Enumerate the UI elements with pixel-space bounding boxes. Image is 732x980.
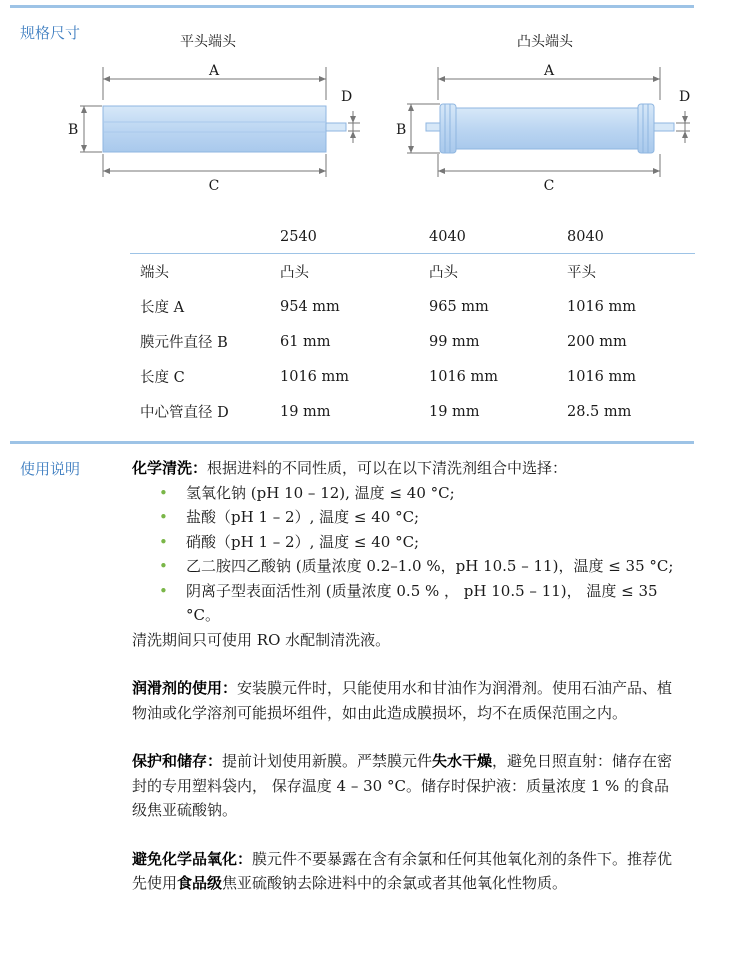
- chem-clean-title: 化学清洗：: [132, 459, 208, 477]
- table-cell: 61 mm: [280, 333, 331, 350]
- spec-section-label: 规格尺寸: [20, 24, 81, 42]
- row-label: 膜元件直径 B: [140, 335, 228, 351]
- table-header-cell: [130, 221, 280, 254]
- chem-clean-intro: 根据进料的不同性质，可以在以下清洗剂组合中选择：: [207, 459, 568, 477]
- oxidation-text-2: 焦亚硫酸钠去除进料中的余氯或者其他氧化性物质。: [222, 874, 568, 892]
- table-cell: 965 mm: [429, 298, 489, 315]
- table-row: [130, 254, 695, 290]
- table-row: [130, 289, 695, 324]
- table-header-cell: 2540: [280, 221, 429, 254]
- table-row: [130, 324, 695, 359]
- convex-end-diagram: [390, 55, 710, 200]
- oxidation-text-1: 膜元件不要暴露在含有余氯和任何其他氧化剂的条件下。推荐优先使用: [132, 849, 673, 892]
- storage-paragraph: [132, 749, 682, 823]
- oxidation-title: 避免化学品氧化：: [132, 849, 253, 868]
- lubricant-text: 安装膜元件时，只能使用水和甘油作为润滑剂。使用石油产品、植物油或化学溶剂可能损坏组件，如由此造成膜损坏，均不在质保范围之内。: [132, 679, 673, 722]
- table-header-cell: 8040: [567, 221, 695, 254]
- oxidation-paragraph: [132, 847, 682, 896]
- dim-b-label-2: B: [396, 122, 407, 138]
- row-label: 长度 A: [140, 300, 185, 316]
- section-rule: [10, 441, 694, 444]
- lubricant-title: 润滑剂的使用：: [132, 679, 238, 697]
- table-cell: 1016 mm: [280, 368, 350, 385]
- flat-end-title: 平头端头: [180, 34, 236, 50]
- table-cell: 1016 mm: [429, 368, 499, 385]
- table-cell: 1016 mm: [567, 298, 637, 315]
- dim-c-label-2: C: [543, 178, 555, 194]
- list-item: • 氢氧化钠 (pH 10 – 12), 温度 ≤ 40 °C;: [186, 481, 682, 506]
- cleaning-agent-list: [132, 481, 682, 628]
- chem-clean-note: 清洗期间只可使用 RO 水配制清洗液。: [132, 630, 391, 649]
- table-cell: 200 mm: [567, 333, 627, 350]
- table-row: [130, 359, 695, 394]
- top-rule: [10, 5, 694, 8]
- dim-d-label: D: [341, 89, 353, 105]
- table-cell: 凸头: [429, 265, 458, 281]
- list-item: • 乙二胺四乙酸钠 (质量浓度 0.2–1.0 %，pH 10.5 – 11)，温度 ≤ 35 °C;: [186, 554, 682, 579]
- convex-end-title: 凸头端头: [517, 34, 573, 50]
- flat-end-diagram: [60, 55, 370, 200]
- storage-text-2: ，避免日照直射：储存在密封的专用塑料袋内， 保存温度 4 – 30 °C。储存时保护液：质量浓度 1 % 的食品级焦亚硫酸钠。: [132, 752, 673, 819]
- table-cell: 平头: [567, 265, 596, 281]
- usage-content: [132, 456, 682, 896]
- dim-c-label: C: [208, 178, 220, 194]
- row-label: 端头: [140, 265, 169, 281]
- list-item: • 硝酸（pH 1 – 2）, 温度 ≤ 40 °C;: [186, 530, 682, 555]
- oxidation-bold: 食品级: [177, 874, 223, 892]
- dim-a-label-2: A: [543, 63, 555, 79]
- list-item: • 盐酸（pH 1 – 2）, 温度 ≤ 40 °C;: [186, 505, 682, 530]
- row-label: 中心管直径 D: [140, 405, 229, 421]
- table-cell: 1016 mm: [567, 368, 637, 385]
- storage-text-1: 提前计划使用新膜。严禁膜元件: [222, 752, 433, 770]
- storage-title: 保护和储存：: [132, 752, 223, 770]
- storage-bold: 失水干燥: [432, 752, 493, 770]
- row-label: 长度 C: [140, 370, 185, 386]
- lubricant-paragraph: [132, 676, 682, 725]
- dim-b-label: B: [68, 122, 79, 138]
- dim-d-label-2: D: [679, 89, 691, 105]
- table-cell: 19 mm: [280, 403, 331, 420]
- table-cell: 99 mm: [429, 333, 480, 350]
- table-header-cell: 4040: [429, 221, 567, 254]
- spec-table: [130, 221, 695, 429]
- chem-clean-paragraph: [132, 456, 682, 481]
- dim-a-label: A: [208, 63, 220, 79]
- table-header-row: [130, 221, 695, 254]
- table-cell: 28.5 mm: [567, 403, 632, 420]
- list-item: • 阴离子型表面活性剂 (质量浓度 0.5 % ， pH 10.5 – 11)， 温度 ≤ 35 °C。: [186, 579, 682, 628]
- table-cell: 凸头: [280, 265, 309, 281]
- table-row: [130, 394, 695, 429]
- usage-section-label: 使用说明: [20, 460, 81, 478]
- table-cell: 954 mm: [280, 298, 340, 315]
- table-cell: 19 mm: [429, 403, 480, 420]
